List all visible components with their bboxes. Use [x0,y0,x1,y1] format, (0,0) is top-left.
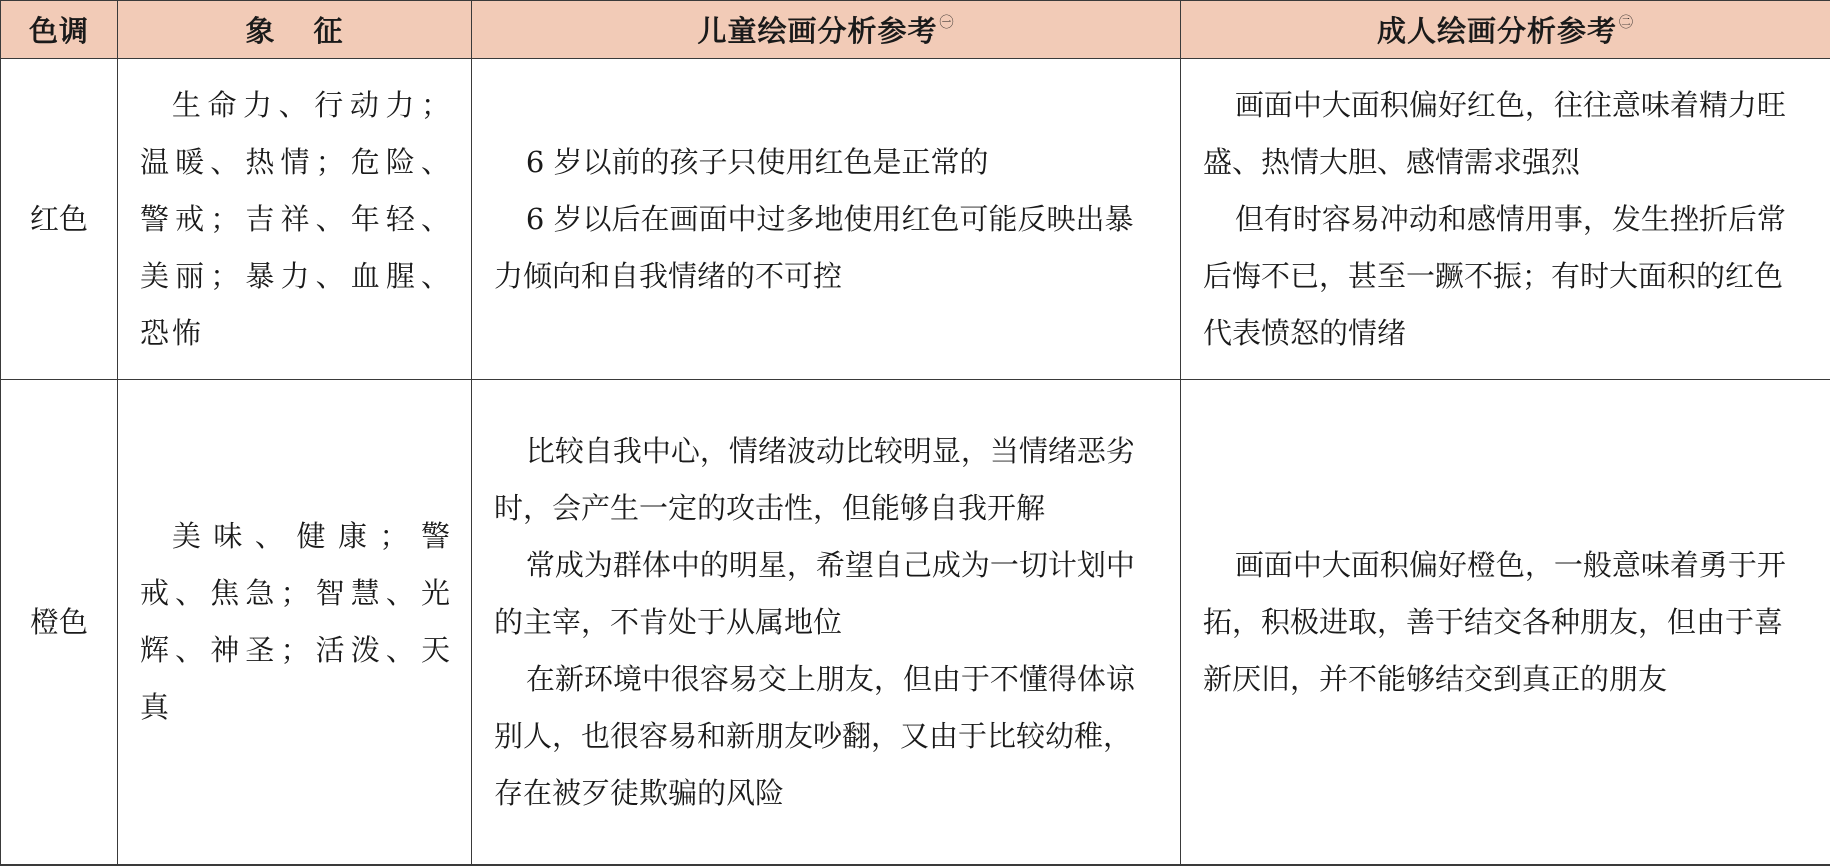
child-paragraph: 比较自我中心，情绪波动比较明显，当情绪恶劣时，会产生一定的攻击性，但能够自我开解 [494,423,1158,537]
table-row-orange [1,380,1830,866]
child-analysis-cell [472,59,1181,380]
tone-cell: 橙色 [1,380,118,866]
footnote-marker-1: ㊀ [940,15,955,31]
symbol-cell [118,59,472,380]
symbol-text: 美味、健康；警戒、焦急；智慧、光辉、神圣；活泼、天真 [140,508,453,736]
header-tone: 色调 [1,1,118,59]
child-paragraph: 6 岁以后在画面中过多地使用红色可能反映出暴力倾向和自我情绪的不可控 [494,191,1158,305]
header-adult-analysis: 成人绘画分析参考 $^㊁$ [1181,1,1830,59]
header-child-analysis: 儿童绘画分析参考 $^㊀$ [472,1,1181,59]
child-paragraph: 常成为群体中的明星，希望自己成为一切计划中的主宰，不肯处于从属地位 [494,537,1158,651]
adult-paragraph: 画面中大面积偏好橙色，一般意味着勇于开拓，积极进取，善于结交各种朋友，但由于喜新厌旧，并不能够结交到真正的朋友 [1203,537,1808,708]
table-row-red [1,59,1830,380]
adult-paragraph: 但有时容易冲动和感情用事，发生挫折后常后悔不已，甚至一蹶不振；有时大面积的红色代表愤怒的情绪 [1203,191,1808,362]
child-paragraph: 在新环境中很容易交上朋友，但由于不懂得体谅别人，也很容易和新朋友吵翻，又由于比较幼稚，存在被歹徒欺骗的风险 [494,651,1158,822]
footnote-marker-2: ㊁ [1619,15,1634,31]
adult-analysis-cell [1181,380,1830,866]
tone-cell: 红色 [1,59,118,380]
adult-paragraph: 画面中大面积偏好红色，往往意味着精力旺盛、热情大胆、感情需求强烈 [1203,77,1808,191]
child-analysis-cell [472,380,1181,866]
adult-analysis-cell [1181,59,1830,380]
child-paragraph: 6 岁以前的孩子只使用红色是正常的 [494,134,1158,191]
header-row [1,1,1830,59]
symbol-text: 生命力、行动力；温暖、热情；危险、警戒；吉祥、年轻、美丽；暴力、血腥、恐怖 [140,77,453,362]
symbol-cell [118,380,472,866]
header-symbol: 象 征 [118,1,472,59]
